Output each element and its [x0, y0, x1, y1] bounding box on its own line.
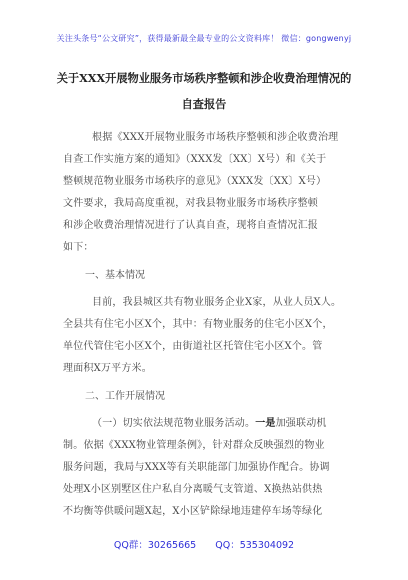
intro-line: 整顿规范物业服务市场秩序的意见》（XXX发〔XX〕X号） [63, 176, 327, 187]
section1-line: 全县共有住宅小区X个，其中：有物业服务的住宅小区X个， [63, 319, 333, 330]
section1-line: 目前，我县城区共有物业服务企业X家，从业人员X人。 [92, 297, 342, 308]
section1-line: 理面积X万平方米。 [63, 363, 152, 374]
intro-line: 文件要求，我局高度重视，对我县物业服务市场秩序整顿 [63, 198, 318, 209]
intro-line: 根据《XXX开展物业服务市场秩序整顿和涉企收费治理 [92, 132, 339, 143]
intro-line: 和涉企收费治理情况进行了认真自查，现将自查情况汇报 [63, 220, 318, 231]
footer-contact [0, 537, 408, 551]
title-line-2: 自查报告 [181, 97, 227, 111]
section2-line: 不均衡等供暖问题X起，X小区铲除绿地违建停车场等绿化 [63, 506, 323, 517]
section2-line: 制。依据《XXX物业管理条例》，针对群众反映强烈的物业 [63, 440, 325, 451]
subheading-text: （一）切实依法规范物业服务活动。 [92, 418, 256, 429]
section2-line-continuation: 加强联动机 [275, 418, 327, 429]
footer-qq: QQ：535304092 [215, 540, 295, 551]
title-line-1: 关于XXX开展物业服务市场秩序整顿和涉企收费治理情况的 [56, 71, 352, 85]
footer-qq-group: QQ群：30265665 [113, 540, 197, 551]
emphasis-text: 一是 [255, 418, 276, 429]
section1-heading: 一、基本情况 [85, 270, 145, 281]
intro-line: 自查工作实施方案的通知》（XXX发〔XX〕X号）和《关于 [63, 154, 327, 165]
header-note: 关注头条号“公文研究”，获得最新最全最专业的公文资料库！ 微信：gongwenyj [56, 34, 352, 43]
intro-line: 如下： [63, 242, 94, 253]
section2-line: 服务问题，我局与XXX等有关职能部门加强协作配合。协调 [63, 462, 330, 473]
section2-line-first [92, 414, 327, 429]
section2-line: 处理X小区别墅区住户私自分离暖气支管道、X换热站供热 [63, 484, 323, 495]
section2-heading: 二、工作开展情况 [85, 391, 165, 402]
section1-line: 单位代管住宅小区X个，由街道社区托管住宅小区X个。管 [63, 341, 323, 352]
